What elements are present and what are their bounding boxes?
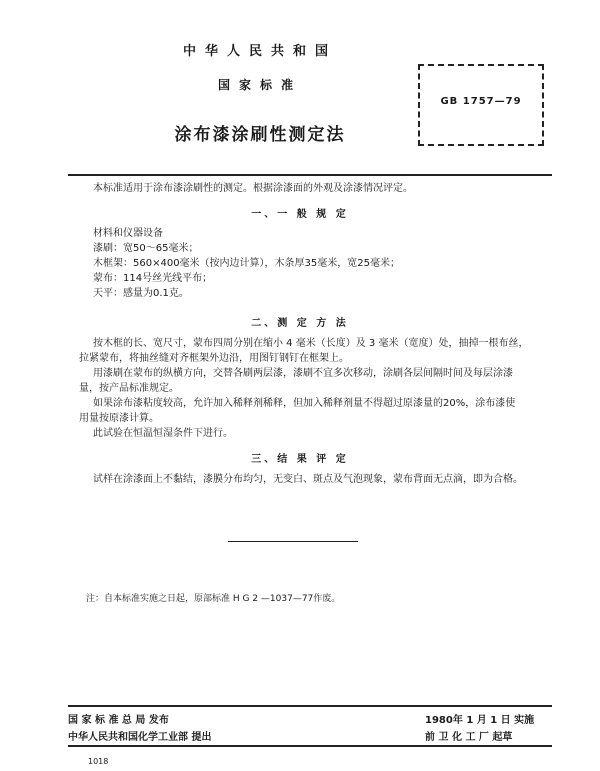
- section2-p1-line1: 按木框的长、宽尺寸，蒙布四周分别在缩小 4 毫米（长度）及 3 毫米（宽度）处，抽掉一根布丝，: [93, 338, 529, 349]
- footer-divider: [68, 705, 552, 707]
- issuer-primary: 国 家 标 准 总 局 发布: [68, 715, 169, 726]
- section2-heading: 二、测 定 方 法: [251, 318, 349, 329]
- header-category: 国家标准: [217, 78, 302, 92]
- issuer-secondary: 中华人民共和国化学工业部 提出: [68, 732, 212, 743]
- header-divider: [68, 174, 552, 176]
- section2-p2-line2: 量，按产品标准规定。: [79, 383, 179, 394]
- standard-number: GB 1757—79: [440, 96, 522, 107]
- section1-line: 蒙布：114号丝光线平布；: [93, 273, 213, 284]
- section1-heading: 一、一 般 规 定: [251, 209, 349, 220]
- section1-line: 天平：感量为0.1克。: [93, 288, 189, 299]
- section2-p3-line2: 用量按原漆计算。: [79, 413, 159, 424]
- section1-line: 漆刷：宽50～65毫米；: [93, 243, 199, 254]
- end-rule: [228, 541, 358, 542]
- scope-text: 本标准适用于涂布漆涂刷性的测定。根据涂漆面的外观及涂漆情况评定。: [93, 183, 413, 194]
- section1-line: 材料和仪器设备: [93, 228, 163, 239]
- section1-line: 木框架：560×400毫米（按内边计算），木条厚35毫米，宽25毫米；: [93, 258, 401, 269]
- section3-heading: 三、结 果 评 定: [251, 454, 349, 465]
- section2-p4: 此试验在恒温恒湿条件下进行。: [93, 428, 233, 439]
- section2-p1-line2: 拉紧蒙布，将抽丝缝对齐框架外边沿，用图钉钢钉在框架上。: [79, 353, 349, 364]
- page-number: 1018: [88, 757, 109, 766]
- section2-p3-line1: 如果涂布漆粘度较高，允许加入稀释剂稀释，但加入稀释剂量不得超过原漆量的20%，涂布漆使: [93, 398, 516, 409]
- section3-p1: 试样在涂漆面上不黏结，漆膜分布均匀，无变白、斑点及气泡现象，蒙布背面无点滴，即为合格。: [93, 474, 523, 485]
- footer-bottom-rule: [68, 745, 552, 747]
- note-text: 注：自本标准实施之日起，原部标准 H G 2 —1037—77作废。: [86, 594, 341, 604]
- effective-date: 1980年 1 月 1 日 实施: [425, 715, 535, 726]
- section2-p2-line1: 用漆刷在蒙布的纵横方向，交替各刷两层漆，漆刷不宜多次移动，涂刷各层间隔时间及每层涂漆: [93, 368, 513, 379]
- header-country: 中华人民共和国: [182, 44, 337, 59]
- section1-body: [93, 226, 563, 301]
- document-title: 涂布漆涂刷性测定法: [174, 125, 346, 145]
- drafter: 前 卫 化 工 厂 起草: [425, 732, 513, 743]
